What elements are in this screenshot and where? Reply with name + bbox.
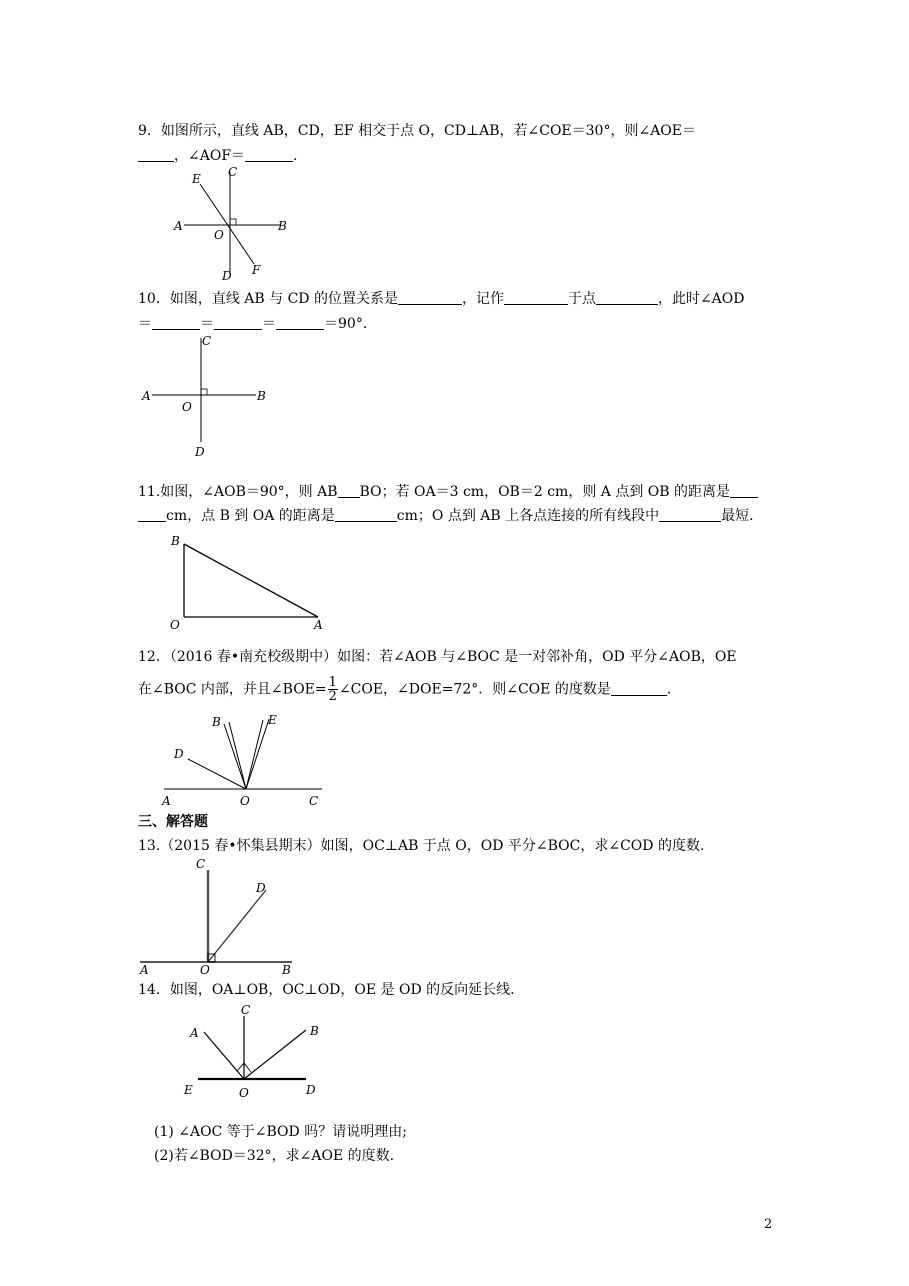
q9-label-c: C <box>228 165 238 179</box>
q14-figure <box>180 1004 330 1104</box>
q10-label-a: A <box>142 389 151 403</box>
q9-line1: 9．如图所示，直线 AB，CD，EF 相交于点 O，CD⊥AB，若∠COE＝30°，则∠AOE＝ <box>138 123 696 139</box>
q12-line2: 在∠BOC 内部，并且∠BOE= $\frac{1}{2}$ ∠COE，∠DOE=72°．则∠COE 的度数是 . <box>138 675 672 704</box>
q9-figure <box>170 164 300 283</box>
q14-label-a: A <box>190 1026 199 1040</box>
q13-figure <box>136 854 301 978</box>
section-heading: 三、解答题 <box>138 814 208 830</box>
q12-blank-coe[interactable] <box>611 681 667 696</box>
q11-label-a: A <box>314 618 323 632</box>
q10-blank-point[interactable] <box>596 290 658 305</box>
q9-label-a: A <box>174 219 183 233</box>
q10-label-c: C <box>202 334 212 348</box>
q9-blank-aof[interactable] <box>245 147 293 162</box>
q11-blank-shortest[interactable] <box>659 507 721 522</box>
q14-text: 14．如图，OA⊥OB，OC⊥OD，OE 是 OD 的反向延长线. <box>138 982 515 998</box>
q10-line2: ＝ ＝ ＝ ＝90°． <box>138 316 377 332</box>
q9-line2: ，∠AOF＝ . <box>138 147 298 165</box>
q11-figure <box>168 532 333 632</box>
q12-label-e: E <box>268 713 277 727</box>
q13-label-c: C <box>196 857 206 871</box>
q9-label-o: O <box>214 228 224 242</box>
q14-label-b: B <box>310 1024 319 1038</box>
q10-label-d: D <box>195 445 205 459</box>
q13-label-a: A <box>140 963 149 977</box>
q13-label-o: O <box>200 963 210 977</box>
q11-blank-b-to-oa[interactable] <box>335 507 397 522</box>
q10-blank-1[interactable] <box>152 315 200 330</box>
q10-label-o: O <box>182 400 192 414</box>
q14-label-d: D <box>306 1083 316 1097</box>
q9-label-b: B <box>278 219 287 233</box>
q11-label-o: O <box>170 618 180 632</box>
q9-label-e: E <box>192 172 201 186</box>
q10-line1: 10．如图，直线 AB 与 CD 的位置关系是 ，记作 于点 ，此时∠AOD <box>138 291 745 307</box>
q11-blank-compare[interactable] <box>338 483 360 498</box>
q12-label-b: B <box>212 715 221 729</box>
q14-label-o: O <box>239 1086 249 1100</box>
q11-line2: cm，点 B 到 OA 的距离是 cm；O 点到 AB 上各点连接的所有线段中 最短． <box>138 507 763 525</box>
q12-figure <box>160 708 330 810</box>
q13-label-b: B <box>282 963 291 977</box>
q12-label-c: C <box>309 794 319 808</box>
q14-sub2: (2)若∠BOD＝32°，求∠AOE 的度数. <box>154 1148 395 1164</box>
q13-text: 13.（2015 春•怀集县期末）如图，OC⊥AB 于点 O，OD 平分∠BOC，求∠COD 的度数. <box>138 838 705 854</box>
q12-label-a: A <box>162 794 171 808</box>
q14-sub1: (1) ∠AOC 等于∠BOD 吗？请说明理由; <box>154 1124 407 1140</box>
q10-blank-3[interactable] <box>276 315 324 330</box>
q14-label-e: E <box>184 1083 193 1097</box>
q11-line1: 11.如图，∠AOB＝90°，则 AB BO；若 OA＝3 cm，OB＝2 cm，则 A 点到 OB 的距离是 <box>138 483 758 501</box>
q12-fraction: $\frac{1}{2}$ <box>328 675 337 704</box>
q12-line1: 12．（2016 春•南充校级期中）如图：若∠AOB 与∠BOC 是一对邻补角，OD 平分∠AOB，OE <box>138 649 737 665</box>
q9-label-d: D <box>222 269 232 283</box>
q10-blank-notation[interactable] <box>504 290 568 305</box>
q14-label-c: C <box>241 1003 251 1017</box>
q11-blank-a-to-ob-part2[interactable] <box>138 507 166 522</box>
q13-label-d: D <box>256 881 266 895</box>
q11-label-b: B <box>171 534 180 548</box>
q12-label-o: O <box>240 794 250 808</box>
q9-blank-aoe[interactable] <box>138 147 174 162</box>
q9-label-f: F <box>252 263 261 277</box>
q10-blank-relation[interactable] <box>398 290 462 305</box>
q10-blank-2[interactable] <box>214 315 262 330</box>
q11-blank-a-to-ob-part1[interactable] <box>730 483 758 498</box>
q10-figure <box>140 332 270 460</box>
q10-label-b: B <box>257 389 266 403</box>
page-number: 2 <box>764 1217 773 1232</box>
q12-label-d: D <box>174 747 184 761</box>
